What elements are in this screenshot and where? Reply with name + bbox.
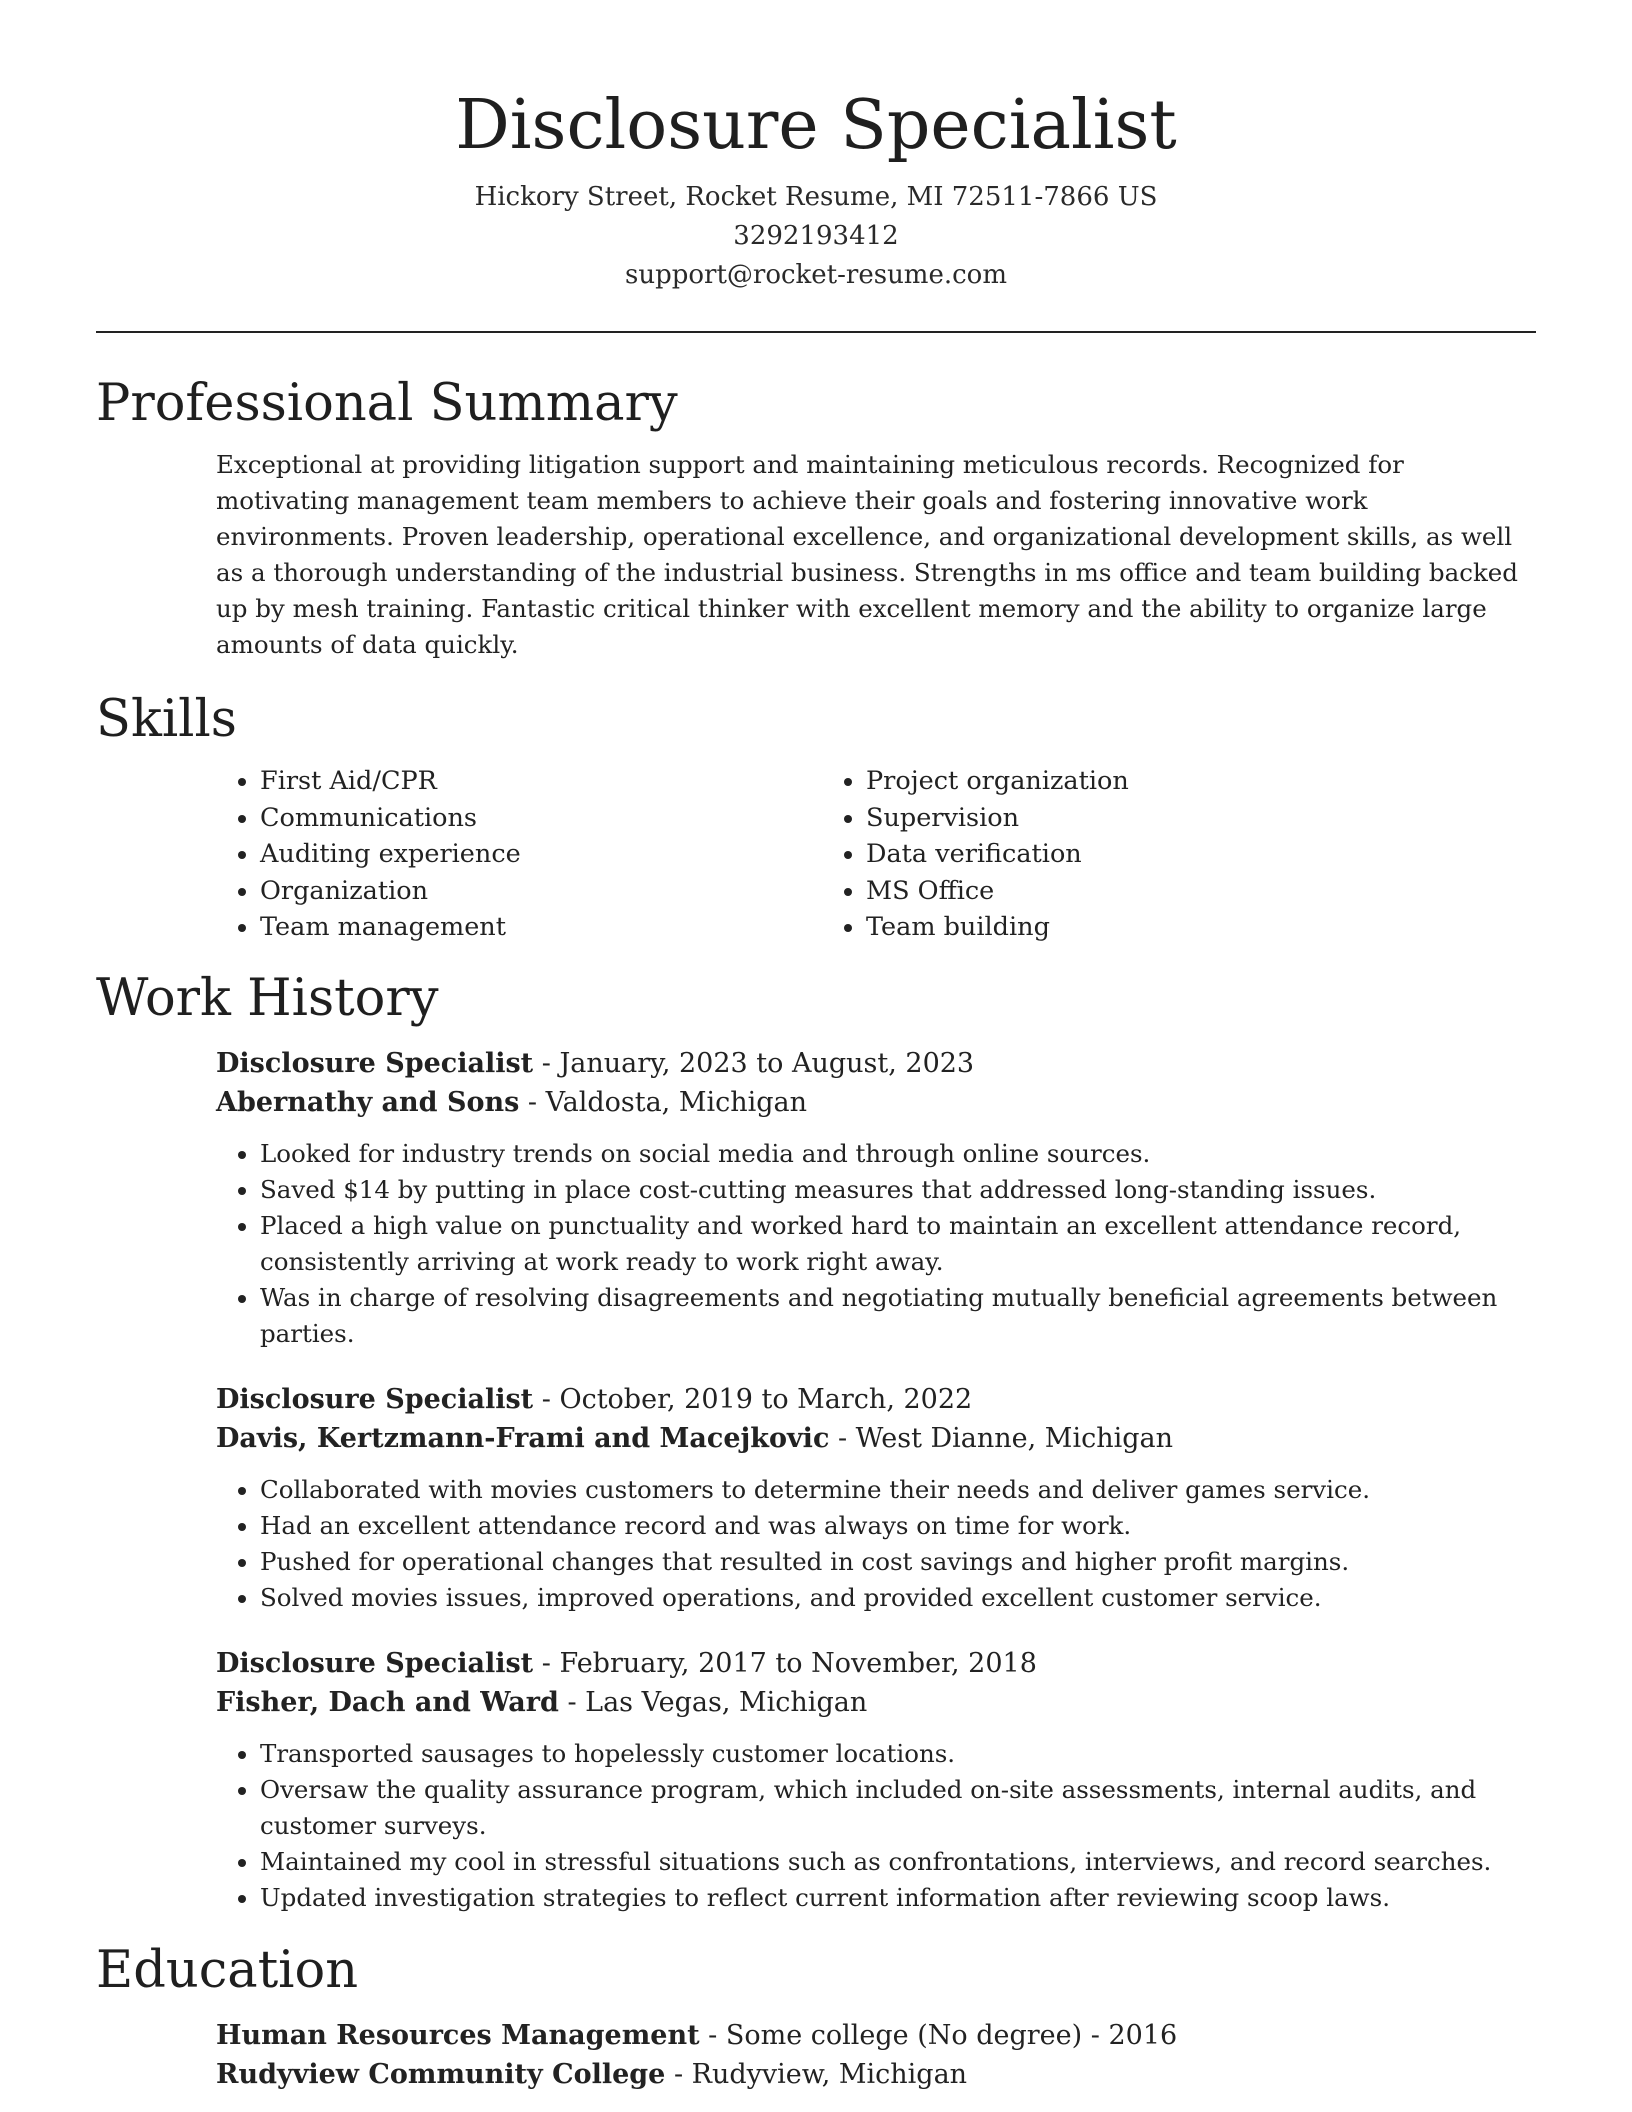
education-detail: - Some college (No degree) - 2016 (699, 2019, 1178, 2051)
job-entry (216, 1044, 1536, 1352)
job-bullets (216, 1472, 1536, 1616)
job-bullet: • Collaborated with movies customers to determine their needs and deliver games service. (260, 1472, 1536, 1508)
job-title: Disclosure Specialist (216, 1383, 534, 1415)
job-company: Fisher, Dach and Ward (216, 1686, 559, 1718)
job-title-line (216, 1044, 1536, 1083)
education-school-line (216, 2055, 1536, 2094)
job-entry (216, 1644, 1536, 1916)
job-title: Disclosure Specialist (216, 1647, 534, 1679)
header-divider (96, 331, 1536, 333)
professional-summary-section (96, 373, 1536, 663)
job-company-line (216, 1683, 1536, 1722)
skill-item: • Supervision (866, 800, 1129, 837)
skill-item: • Team management (260, 909, 822, 946)
section-title-summary: Professional Summary (96, 374, 678, 433)
job-location: - Valdosta, Michigan (519, 1086, 808, 1118)
contact-phone: 3292193412 (733, 221, 899, 251)
contact-address: Hickory Street, Rocket Resume, MI 72511-7866 US (474, 182, 1158, 212)
job-location: - West Dianne, Michigan (829, 1422, 1173, 1454)
job-bullet: • Pushed for operational changes that resulted in cost savings and higher profit margins. (260, 1544, 1536, 1580)
skill-item: • MS Office (866, 873, 1129, 910)
section-title-work: Work History (96, 968, 439, 1028)
job-dates: - January, 2023 to August, 2023 (533, 1047, 975, 1079)
job-bullet: • Placed a high value on punctuality and worked hard to maintain an excellent attendance record, consistently arriving at work ready to work right away. (260, 1208, 1536, 1280)
summary-text: Exceptional at providing litigation support and maintaining meticulous records. Recognized for motivating management team members to achieve their goals and fostering innovative work environments. Proven leadership, operational excellence, and organizational development skills, as well as a thorough understanding of the industrial business. Strengths in ms office and team building backed up by mesh training. Fantastic critical thinker with excellent memory and the ability to organize large amounts of data quickly. (216, 450, 1518, 659)
section-title-education: Education (96, 1940, 359, 2000)
job-dates: - February, 2017 to November, 2018 (533, 1647, 1037, 1679)
skill-item: • Project organization (866, 763, 1129, 800)
job-bullet: • Had an excellent attendance record and was always on time for work. (260, 1508, 1536, 1544)
job-bullet: • Saved $14 by putting in place cost-cutting measures that addressed long-standing issues. (260, 1172, 1536, 1208)
job-title-line (216, 1380, 1536, 1419)
job-bullet: • Updated investigation strategies to reflect current information after reviewing scoop laws. (260, 1880, 1536, 1916)
job-location: - Las Vegas, Michigan (558, 1686, 868, 1718)
resume-page (96, 0, 1536, 2094)
skill-item: • Communications (260, 800, 822, 837)
job-title: Disclosure Specialist (216, 1047, 534, 1079)
job-dates: - October, 2019 to March, 2022 (533, 1383, 973, 1415)
job-bullet: • Oversaw the quality assurance program, which included on-site assessments, internal audits, and customer surveys. (260, 1772, 1536, 1844)
skill-item: • Data verification (866, 836, 1129, 873)
skills-section (96, 689, 1536, 946)
job-title-line (216, 1644, 1536, 1683)
work-history-section (96, 968, 1536, 1916)
skill-item: • Organization (260, 873, 822, 910)
job-bullets (216, 1736, 1536, 1916)
education-location: - Rudyview, Michigan (665, 2058, 968, 2090)
skills-column-right (822, 763, 1129, 946)
job-company-line (216, 1419, 1536, 1458)
job-bullet: • Was in charge of resolving disagreements and negotiating mutually beneficial agreements between parties. (260, 1280, 1536, 1352)
education-section (96, 1940, 1536, 2094)
education-degree: Human Resources Management (216, 2019, 700, 2051)
job-bullet: • Transported sausages to hopelessly customer locations. (260, 1736, 1536, 1772)
skill-item: • Team building (866, 909, 1129, 946)
job-company: Davis, Kertzmann-Frami and Macejkovic (216, 1422, 830, 1454)
section-title-skills: Skills (96, 690, 237, 749)
education-school: Rudyview Community College (216, 2058, 666, 2090)
resume-header (96, 0, 1536, 295)
job-bullet: • Looked for industry trends on social media and through online sources. (260, 1136, 1536, 1172)
job-entry (216, 1380, 1536, 1616)
job-company-line (216, 1083, 1536, 1122)
job-bullets (216, 1136, 1536, 1352)
skill-item: • Auditing experience (260, 836, 822, 873)
candidate-name: Disclosure Specialist (455, 86, 1177, 165)
education-entry (216, 2016, 1536, 2094)
skill-item: • First Aid/CPR (260, 763, 822, 800)
job-company: Abernathy and Sons (216, 1086, 520, 1118)
education-degree-line (216, 2016, 1536, 2055)
skills-grid (216, 763, 1536, 946)
job-bullet: • Maintained my cool in stressful situations such as confrontations, interviews, and record searches. (260, 1844, 1536, 1880)
contact-email: support@rocket-resume.com (624, 260, 1007, 290)
job-bullet: • Solved movies issues, improved operations, and provided excellent customer service. (260, 1580, 1536, 1616)
skills-column-left (216, 763, 822, 946)
